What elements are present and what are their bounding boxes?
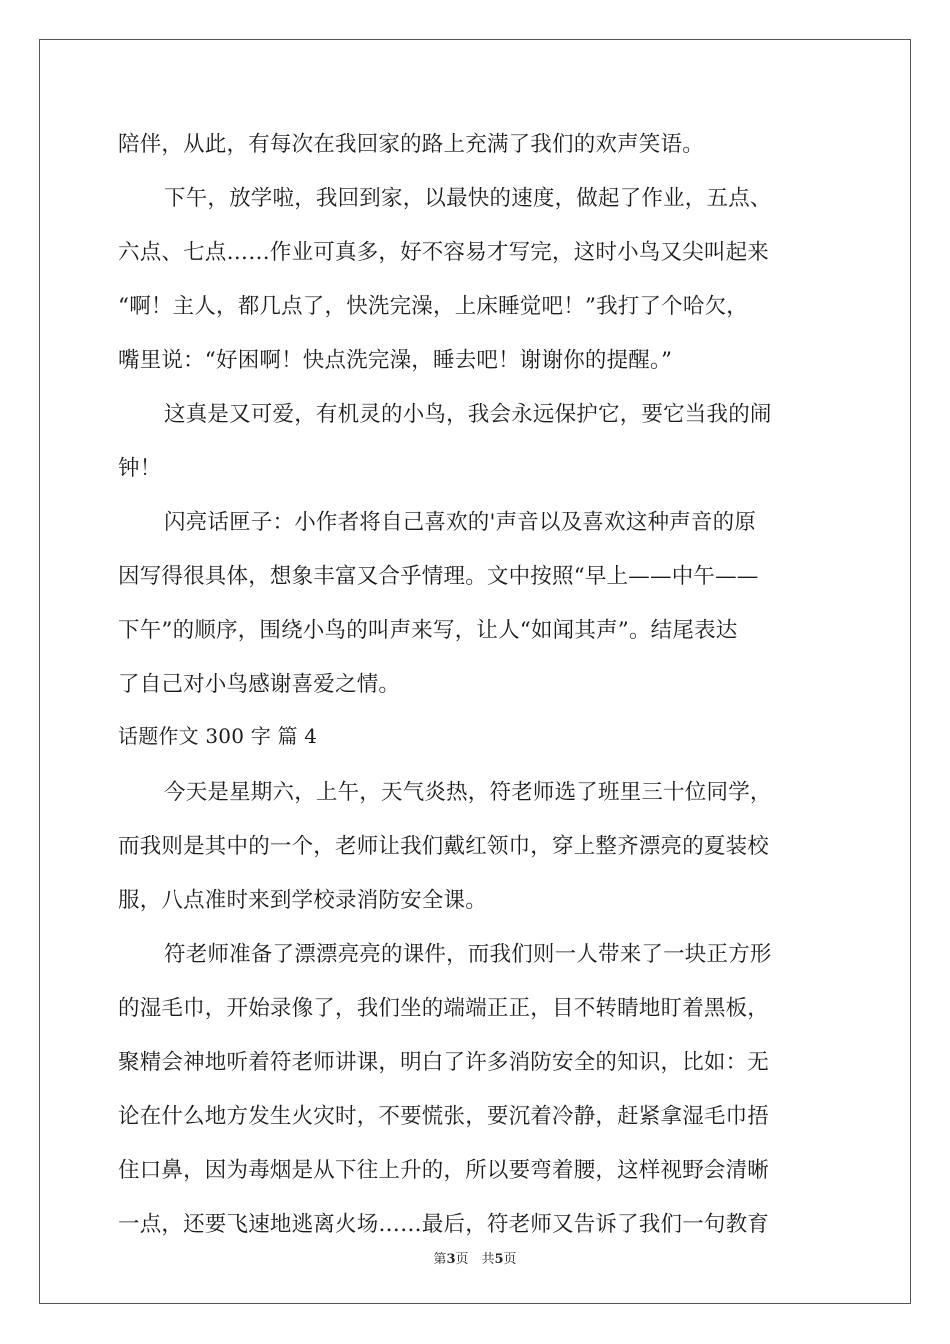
paragraph-line: 陪伴，从此，有每次在我回家的路上充满了我们的欢声笑语。	[118, 132, 704, 157]
paragraph-line: 了自己对小鸟感谢喜爱之情。	[118, 672, 401, 697]
paragraph-line: 钟！	[118, 456, 162, 481]
paragraph-line: 符老师准备了漂漂亮亮的课件，而我们则一人带来了一块正方形	[164, 942, 772, 967]
paragraph-line: 嘴里说：“好困啊！快点洗完澡，睡去吧！谢谢你的提醒。”	[118, 348, 673, 373]
paragraph-line: 这真是又可爱，有机灵的小鸟，我会永远保护它，要它当我的闹	[164, 402, 772, 427]
total-page-number: 5	[494, 1252, 504, 1267]
paragraph-line: 论在什么地方发生火灾时，不要慌张，要沉着冷静，赶紧拿湿毛巾捂	[118, 1104, 770, 1129]
paragraph-line: 下午”的顺序，围绕小鸟的叫声来写，让人“如闻其声”。结尾表达	[118, 618, 738, 643]
paragraph-line: 而我则是其中的一个，老师让我们戴红领巾，穿上整齐漂亮的夏装校	[118, 834, 770, 859]
paragraph-line: 因写得很具体，想象丰富又合乎情理。文中按照“早上——中午——	[118, 564, 759, 589]
paragraph-line: 一点，还要飞速地逃离火场……最后，符老师又告诉了我们一句教育	[118, 1212, 770, 1237]
section-heading: 话题作文 300 字 篇 4	[118, 724, 318, 748]
paragraph-line: 今天是星期六，上午，天气炎热，符老师选了班里三十位同学，	[164, 780, 772, 805]
paragraph-line: “啊！主人，都几点了，快洗完澡，上床睡觉吧！”我打了个哈欠，	[118, 294, 748, 319]
footer-suffix: 页	[503, 1252, 517, 1267]
paragraph-line: 住口鼻，因为毒烟是从下往上升的，所以要弯着腰，这样视野会清晰	[118, 1158, 770, 1183]
footer-prefix: 第	[433, 1252, 447, 1267]
paragraph-line: 六点、七点……作业可真多，好不容易才写完，这时小鸟又尖叫起来	[118, 240, 770, 265]
current-page-number: 3	[446, 1252, 456, 1267]
paragraph-line: 下午，放学啦，我回到家，以最快的速度，做起了作业，五点、	[164, 186, 772, 211]
paragraph-line: 闪亮话匣子：小作者将自己喜欢的'声音以及喜欢这种声音的原	[164, 510, 757, 535]
paragraph-line: 的湿毛巾，开始录像了，我们坐的端端正正，目不转睛地盯着黑板，	[118, 996, 770, 1021]
paragraph-line: 服，八点准时来到学校录消防安全课。	[118, 888, 487, 913]
paragraph-line: 聚精会神地听着符老师讲课，明白了许多消防安全的知识，比如：无	[118, 1050, 770, 1075]
footer-mid: 页 共	[455, 1252, 495, 1267]
page-footer	[0, 1248, 950, 1267]
